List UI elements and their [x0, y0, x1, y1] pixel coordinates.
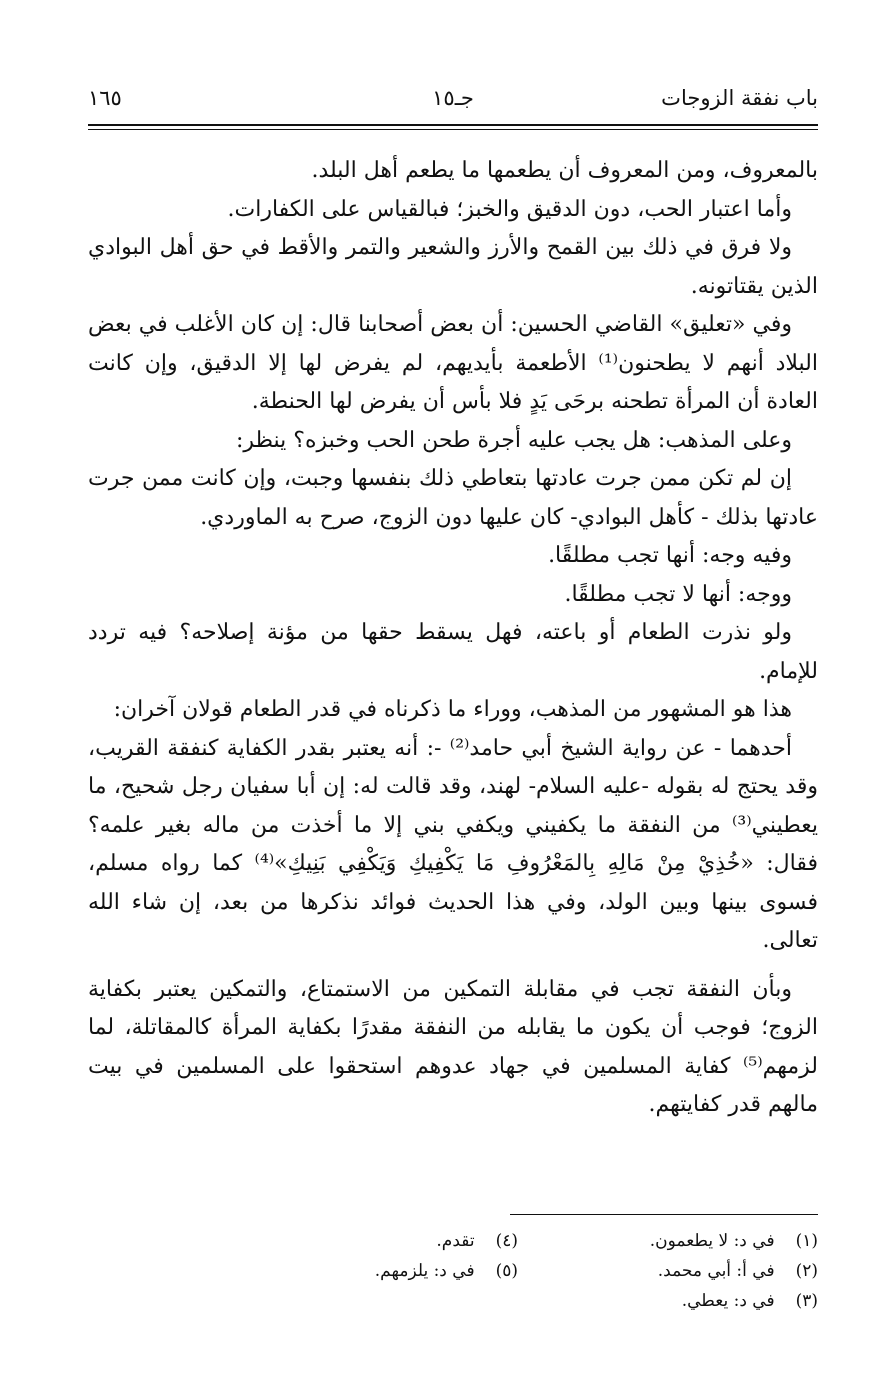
footnote-text: في د: يلزمهم.	[374, 1261, 475, 1281]
main-text	[88, 152, 818, 1125]
volume-number: جـ١٥	[432, 86, 474, 110]
paragraph: أحدهما - عن رواية الشيخ أبي حامد⁽²⁾ -: أنه يعتبر بقدر الكفاية كنفقة القريب، وقد يحتج له بقوله -عليه السلام- لهند، وقد قالت له: إن أبا سفيان رجل شحيح، ما يعطيني⁽³⁾ من النفقة ما يكفيني ويكفي بني إلا ما أخذت من ماله بغير علمه؟ فقال: «خُذِيْ مِنْ مَالِهِ بِالمَعْرُوفِ مَا يَكْفِيكِ وَيَكْفِي بَنِيكِ»⁽⁴⁾ كما رواه مسلم، فسوى بينها وبين الولد، وفي هذا الحديث فوائد نذكرها من بعد، إن شاء الله تعالى.	[88, 735, 818, 953]
paragraph: بالمعروف، ومن المعروف أن يطعمها ما يطعم أهل البلد.	[311, 158, 818, 183]
footnote-number: (٤)	[495, 1231, 518, 1251]
footnotes	[88, 1226, 818, 1326]
footnote-text: في د: لا يطعمون.	[649, 1231, 775, 1251]
footnote	[518, 1286, 818, 1316]
paragraph: وبأن النفقة تجب في مقابلة التمكين من الاستمتاع، والتمكين يعتبر بكفاية الزوج؛ فوجب أن يكون ما يقابله من النفقة مقدرًا بكفاية المرأة كالمقاتلة، لما لزمهم⁽⁵⁾ كفاية المسلمين في جهاد عدوهم استحقوا على المسلمين في بيت مالهم قدر كفايتهم.	[88, 976, 818, 1117]
page-header	[88, 86, 818, 120]
paragraph: وعلى المذهب: هل يجب عليه أجرة طحن الحب وخبزه؟ ينظر:	[235, 427, 792, 453]
footnote-text: في د: يعطي.	[681, 1291, 775, 1311]
chapter-title: باب نفقة الزوجات	[661, 86, 818, 110]
page-number: ١٦٥	[88, 86, 122, 110]
footnote	[218, 1226, 518, 1256]
footnote-column	[518, 1226, 818, 1316]
paragraph: وفيه وجه: أنها تجب مطلقًا.	[548, 543, 792, 568]
footnote-separator	[510, 1214, 818, 1215]
footnote-text: في أ: أبي محمد.	[657, 1261, 775, 1281]
header-rule-thick	[88, 124, 818, 126]
footnote	[218, 1256, 518, 1286]
footnote	[518, 1226, 818, 1256]
footnote-number: (٣)	[795, 1291, 818, 1311]
footnote-number: (١)	[795, 1231, 818, 1251]
footnote-number: (٢)	[795, 1261, 818, 1281]
footnote	[518, 1256, 818, 1286]
paragraph: ولو نذرت الطعام أو باعته، فهل يسقط حقها من مؤنة إصلاحه؟ فيه تردد للإمام.	[88, 620, 818, 684]
paragraph: إن لم تكن ممن جرت عادتها بتعاطي ذلك بنفسها وجبت، وإن كانت ممن جرت عادتها بذلك - كأهل البوادي- كان عليها دون الزوج، صرح به الماوردي.	[88, 466, 818, 530]
paragraph: وفي «تعليق» القاضي الحسين: أن بعض أصحابنا قال: إن كان الأغلب في بعض البلاد أنهم لا يطحنون⁽¹⁾ الأطعمة بأيديهم، لم يفرض لها إلا الدقيق، وإن كانت العادة أن المرأة تطحنه برحَى يَدٍ فلا بأس أن يفرض لها الحنطة.	[88, 312, 818, 414]
footnote-text: تقدم.	[436, 1231, 475, 1251]
header-rule-thin	[88, 129, 818, 130]
paragraph: ولا فرق في ذلك بين القمح والأرز والشعير والتمر والأقط في حق أهل البوادي الذين يقتاتونه.	[88, 235, 818, 299]
paragraph: هذا هو المشهور من المذهب، ووراء ما ذكرناه في قدر الطعام قولان آخران:	[113, 697, 792, 722]
paragraph: وأما اعتبار الحب، دون الدقيق والخبز؛ فبالقياس على الكفارات.	[227, 196, 792, 222]
footnote-column	[218, 1226, 518, 1286]
footnote-number: (٥)	[495, 1261, 518, 1281]
paragraph: ووجه: أنها لا تجب مطلقًا.	[564, 581, 792, 607]
